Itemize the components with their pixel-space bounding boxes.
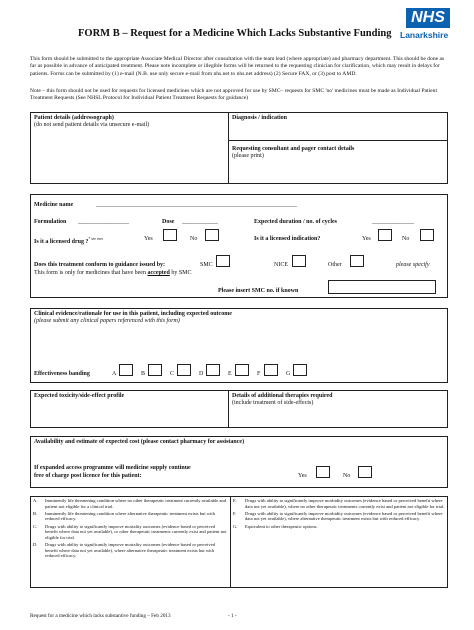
licensed-drug-no-label: No [190,236,198,242]
band-checkbox-d[interactable] [206,364,220,376]
guidance-sub-accepted: accepted [147,270,170,276]
legend-item [233,498,445,509]
band-label-a: A [112,371,117,377]
cost-field[interactable] [34,448,444,460]
consultant-field[interactable] [232,161,444,181]
expanded-access-yes-checkbox[interactable] [316,466,330,478]
legend-key: G. [233,523,238,529]
smc-number-input[interactable] [328,280,436,294]
patient-section-divider [228,112,229,184]
expanded-access-no-label: No [343,473,351,479]
licensed-drug-no-checkbox[interactable] [205,229,219,241]
see-over-note: * see over [88,237,104,241]
legend-item [33,524,227,541]
legend-item [233,511,445,522]
nice-checkbox[interactable] [292,255,306,267]
legend-item [33,542,227,559]
legend-text: Equivalent to other therapeutic options. [245,523,318,529]
medicine-name-input[interactable]: ___________________________________________________________________ [96,202,297,208]
legend-key: E. [233,498,237,503]
guidance-sub-suffix: by SMC [171,270,192,276]
diagnosis-divider [228,140,448,141]
band-checkbox-g[interactable] [293,364,307,376]
band-label-b: B [141,371,146,377]
legend-item [233,524,445,530]
form-title: FORM B – Request for a Medicine Which Lacks Substantive Funding [78,28,392,39]
duration-label: Expected duration / no. of cycles [254,219,337,225]
licensed-indication-yes-label: Yes [362,236,371,242]
consultant-sublabel: (please print) [232,153,264,159]
other-checkbox[interactable] [350,255,364,267]
legend-key: B. [33,510,38,516]
patient-details-field[interactable] [34,131,224,181]
additional-therapies-field[interactable] [232,409,444,425]
footer-text: Request for a medicine which lacks substantive funding – Feb 2013 [30,613,171,619]
formulation-input[interactable]: _________________ [78,219,129,225]
nhs-logo: NHS [406,8,450,28]
note-paragraph: Note – this form should not be used for requests for licensed medicines which are not approved for use by SMC– requests for SMC 'no' medicines must be made as Individual Patient Treatment Requests (See NHSL Protocol for Individual Patient Treatment Requests for guidance) [30,88,438,102]
legend-text: Drugs with ability to significantly improve mortality outcomes (evidence based or perceived benefit where data not yet available), or other therapeutic treatments currently exist and patient not eligible for trial. [45,523,227,540]
expanded-access-label-line2: free of charge post licence for this patient: [34,473,142,479]
legend-key: A. [33,498,38,503]
patient-details-label: Patient details (addressograph) [34,115,114,121]
legend-text: Drugs with ability to significantly improve morbidity outcomes (evidence based or perceived benefit where data not yet available), where no other therapeutic treatments currently exist and patient not eligible for trial. [245,498,445,509]
band-checkbox-b[interactable] [148,364,162,376]
patient-details-sublabel: (do not send patient details via unsecure e-mail) [34,122,150,128]
additional-therapies-label: Details of additional therapies required [232,393,333,399]
additional-therapies-sublabel: (include treatment of side-effects) [232,400,314,406]
licensed-drug-text: Is it a licensed drug ? [34,239,89,245]
consultant-label: Requesting consultant and pager contact details [232,146,355,152]
toxicity-label: Expected toxicity/side-effect profile [34,393,125,399]
guidance-label: Does this treatment conform to guidance issued by: [34,262,166,268]
legend-text: Drugs with ability to significantly improve mortality outcomes (evidence based or perceived benefit where data not yet available), where alternative therapeutic treatment exists but with reduced efficacy. [45,541,216,559]
banding-legend-divider [230,496,231,588]
toxicity-field[interactable] [34,402,224,424]
legend-key: C. [33,523,38,529]
page-number: - 1 - [228,613,237,619]
band-label-d: D [199,371,204,377]
dose-label: Dose [162,219,175,225]
licensed-indication-label: Is it a licensed indication? [254,236,321,242]
formulation-label: Formulation [34,219,67,225]
smc-label: SMC [200,262,213,268]
clinical-evidence-sublabel: (please submit any clinical papers referenced with this form) [34,318,180,324]
legend-left-column [33,498,227,560]
legend-text: Drugs with ability to significantly improve morbidity outcomes (evidence based or perceived benefit where data not yet available), where alternative therapeutic treatment exists but with reduced efficacy. [245,510,443,522]
legend-key: D. [33,541,38,547]
clinical-evidence-label: Clinical evidence/rationale for use in this patient, including expected outcome [34,311,232,317]
guidance-sub-prefix: This form is only for medicines that have been [34,270,146,276]
smc-number-label: Please insert SMC no. if known [218,288,299,294]
legend-text: Imminently life threatening condition where alternative therapeutic treatment exists but with reduced efficacy. [45,510,215,522]
smc-checkbox[interactable] [216,255,230,267]
band-label-f: F [257,371,261,377]
duration-input[interactable]: ______________ [372,219,414,225]
band-checkbox-c[interactable] [177,364,191,376]
licensed-indication-no-checkbox[interactable] [420,229,434,241]
licensed-drug-yes-checkbox[interactable] [163,229,177,241]
please-specify-label: please specify [396,262,430,268]
band-checkbox-e[interactable] [235,364,249,376]
licensed-drug-yes-label: Yes [144,236,153,242]
expanded-access-label-line1: If expanded access programme will medicine supply continue [34,465,191,471]
intro-paragraph: This form should be submitted to the appropriate Associate Medical Director after consultation with the team lead (where appropriate) and pharmacy department. This should be done as far as possible in advance of anticipated treatment. Please note incomplete or illegible forms will be returned to the requesting clinician for clarification, which may result in delays for patients. Forms can be submitted by (1) e-mail (N.B. use only secure e-mail from nhs.net to nhs.net address) (2) Secure FAX, or (3) post to AMD. [30,56,445,77]
diagnosis-label: Diagnosis / indication [232,115,288,121]
band-checkbox-f[interactable] [264,364,278,376]
medicine-name-label: Medicine name [34,202,74,208]
band-checkbox-a[interactable] [119,364,133,376]
legend-right-column [233,498,445,531]
legend-key: F. [233,510,237,516]
nhs-logo-subtitle: Lanarkshire [400,30,449,40]
toxicity-divider [228,390,229,428]
effectiveness-banding-label: Effectiveness banding [34,371,90,377]
expanded-access-yes-label: Yes [298,473,307,479]
licensed-indication-no-label: No [402,236,410,242]
other-label: Other [328,262,342,268]
licensed-indication-yes-checkbox[interactable] [378,229,392,241]
legend-text: Imminently life threatening condition where no other therapeutic treatment currently available and patient not eligible for a clinical trial. [45,498,227,509]
expanded-access-no-checkbox[interactable] [358,466,372,478]
legend-item [33,511,227,522]
legend-item [33,498,227,509]
licensed-drug-label [34,236,103,246]
diagnosis-field[interactable] [232,123,444,138]
clinical-evidence-field[interactable] [34,327,444,361]
dose-input[interactable]: ____________ [182,219,218,225]
band-label-c: C [170,371,175,377]
cost-label: Availability and estimate of expected cost (please contact pharmacy for assistance) [34,439,245,445]
band-label-e: E [228,371,232,377]
band-label-g: G [286,371,291,377]
nice-label: NICE [274,262,288,268]
guidance-sublabel [34,270,192,277]
